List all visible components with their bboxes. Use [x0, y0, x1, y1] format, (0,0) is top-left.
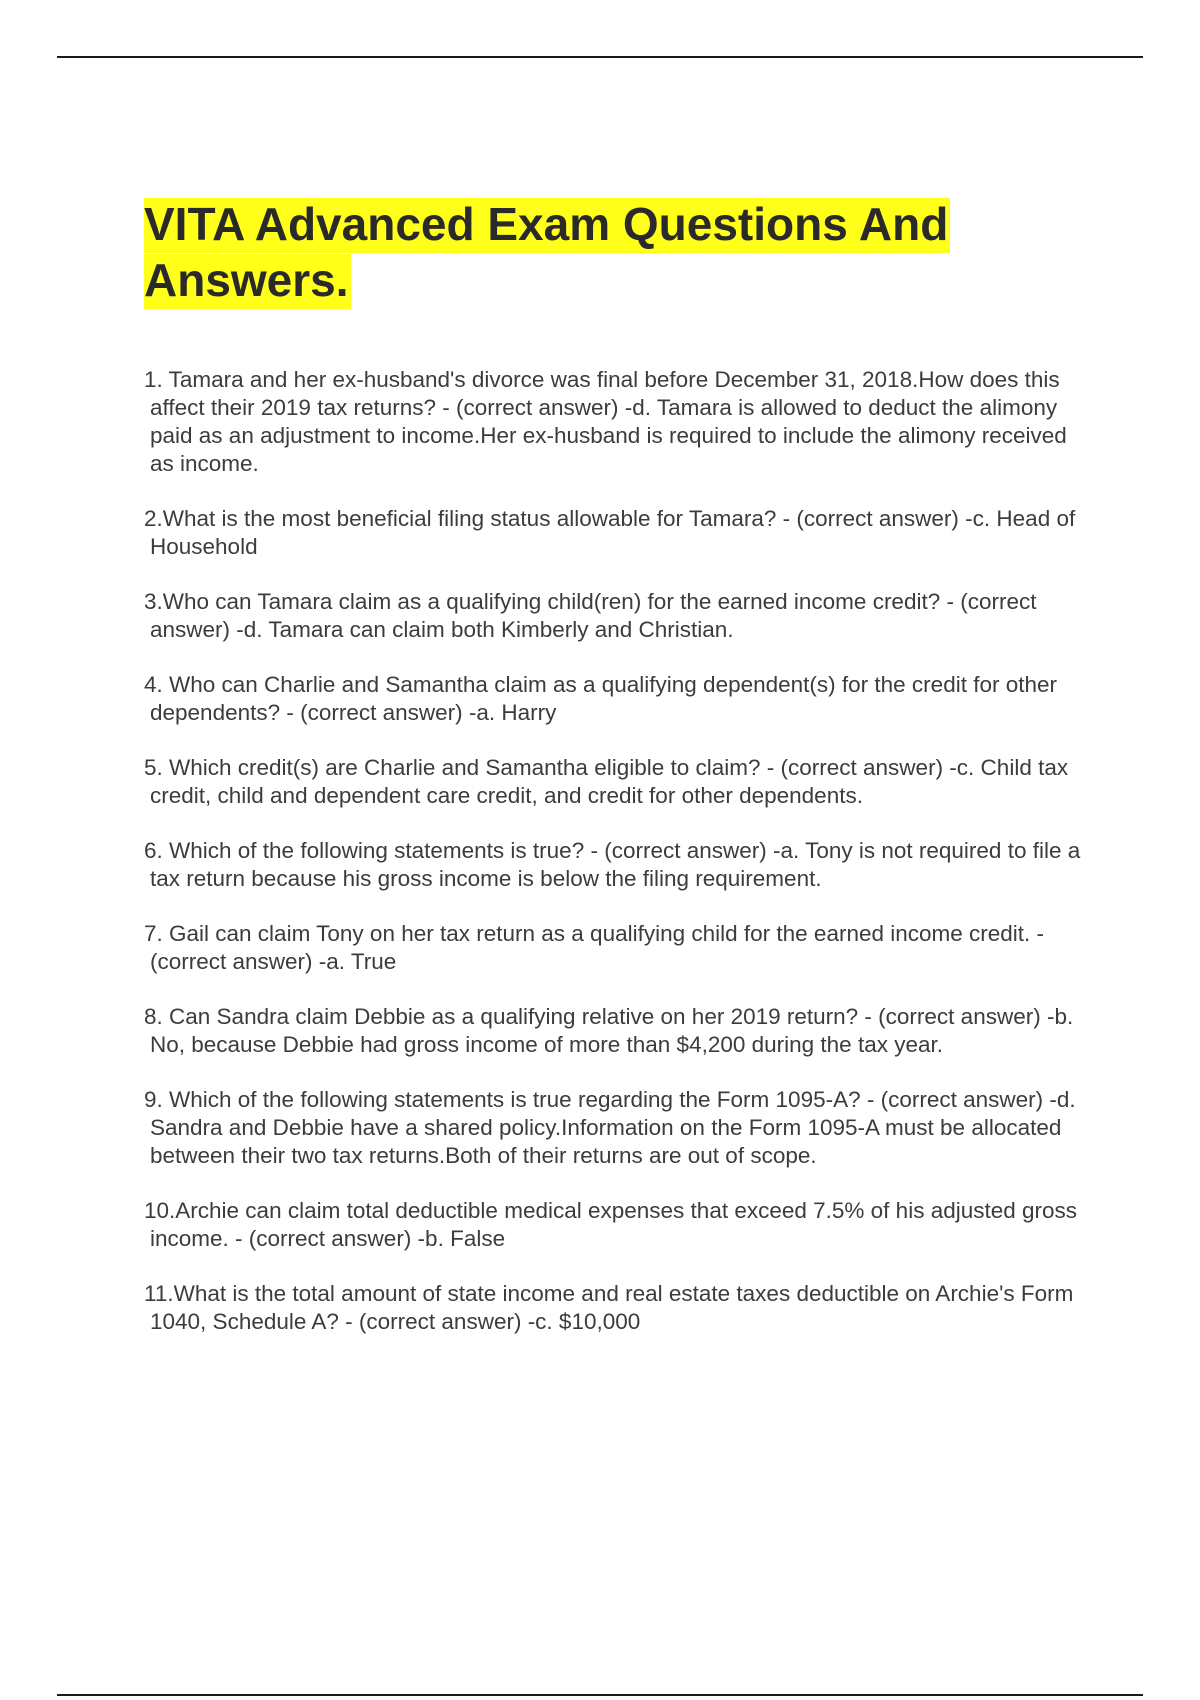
list-item: 11.What is the total amount of state income and real estate taxes deductible on Archie's Form 1040, Schedule A? - (correct answer) -c. $10,000: [144, 1281, 1074, 1334]
list-item: 8. Can Sandra claim Debbie as a qualifying relative on her 2019 return? - (correct answer) -b. No, because Debbie had gross income of more than $4,200 during the tax year.: [144, 1004, 1074, 1057]
list-item: 1. Tamara and her ex-husband's divorce was final before December 31, 2018.How does this affect their 2019 tax returns? - (correct answer) -d. Tamara is allowed to deduct the alimony paid as an adjustment to income.Her ex-husband is required to include the alimony received as income.: [144, 367, 1067, 476]
title-highlight: VITA Advanced Exam Questions And Answers.: [144, 198, 950, 309]
list-item: 9. Which of the following statements is true regarding the Form 1095-A? - (correct answer) -d. Sandra and Debbie have a shared policy.Information on the Form 1095-A must be allocated between their two tax returns.Both of their returns are out of scope.: [144, 1087, 1076, 1168]
list-item: 7. Gail can claim Tony on her tax return as a qualifying child for the earned income credit. - (correct answer) -a. True: [144, 921, 1045, 974]
header-rule: [57, 56, 1143, 58]
question-answer-list: [144, 366, 1090, 1363]
list-item: 2.What is the most beneficial filing status allowable for Tamara? - (correct answer) -c. Head of Household: [144, 506, 1076, 559]
list-item: 6. Which of the following statements is true? - (correct answer) -a. Tony is not required to file a tax return because his gross income is below the filing requirement.: [144, 838, 1081, 891]
list-item: 4. Who can Charlie and Samantha claim as a qualifying dependent(s) for the credit for other dependents? - (correct answer) -a. Harry: [144, 672, 1057, 725]
list-item: 3.Who can Tamara claim as a qualifying child(ren) for the earned income credit? - (correct answer) -d. Tamara can claim both Kimberly and Christian.: [144, 589, 1037, 642]
list-item: 10.Archie can claim total deductible medical expenses that exceed 7.5% of his adjusted gross income. - (correct answer) -b. False: [144, 1198, 1078, 1251]
list-item: 5. Which credit(s) are Charlie and Samantha eligible to claim? - (correct answer) -c. Child tax credit, child and dependent care credit, and credit for other dependents.: [144, 755, 1069, 808]
footer-rule: [57, 1694, 1143, 1696]
page-title: [144, 196, 1044, 308]
